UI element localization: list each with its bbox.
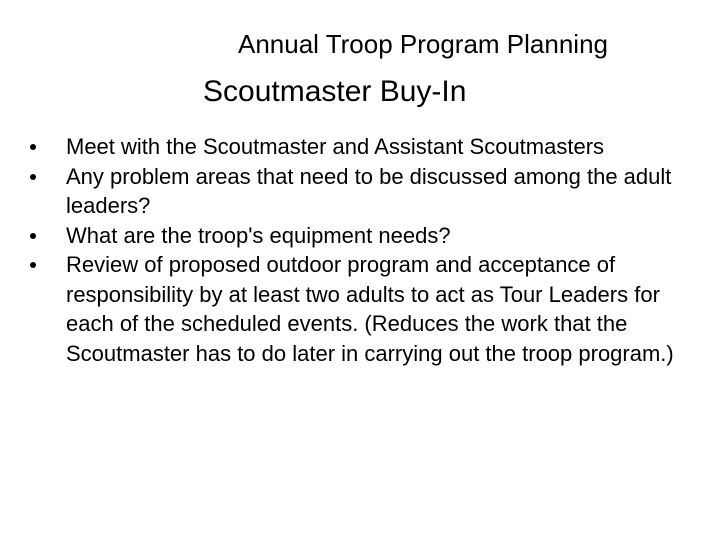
header-title: Annual Troop Program Planning xyxy=(238,29,609,59)
bullet-text: Any problem areas that need to be discussed among the adult leaders? xyxy=(66,163,672,218)
bullet-dot-icon xyxy=(30,144,36,150)
bullet-dot-icon xyxy=(30,233,36,239)
bullet-dot-icon xyxy=(30,174,36,180)
bullet-list xyxy=(30,132,690,368)
bullet-dot-icon xyxy=(30,262,36,268)
bullet-item xyxy=(30,250,690,368)
bullet-text: Meet with the Scoutmaster and Assistant Scoutmasters xyxy=(66,134,605,159)
bullet-item xyxy=(30,221,690,251)
bullet-text: Review of proposed outdoor program and acceptance of responsibility by at least two adults to act as Tour Leaders for each of the scheduled events. (Reduces the work that the Scoutmaster has to do later in carrying out the troop program.) xyxy=(66,252,674,366)
bullet-text: What are the troop's equipment needs? xyxy=(66,222,451,248)
bullet-item xyxy=(30,162,690,221)
slide-title: Scoutmaster Buy-In xyxy=(203,75,467,108)
bullet-item xyxy=(30,132,690,162)
